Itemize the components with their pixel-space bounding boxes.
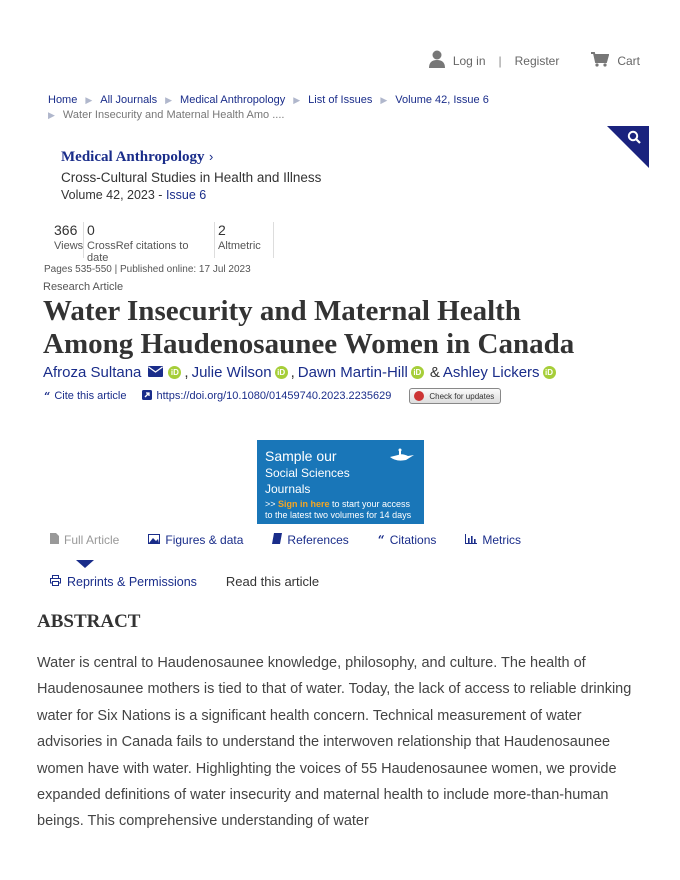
breadcrumb-all-journals[interactable]: All Journals xyxy=(100,94,158,106)
check-for-updates-label: Check for updates xyxy=(429,391,495,401)
separator: | xyxy=(498,53,502,68)
arrow-right-icon: ▶ xyxy=(85,95,93,105)
tab-figures[interactable] xyxy=(148,533,243,547)
tab-full-article[interactable] xyxy=(50,533,119,547)
tab-metrics[interactable] xyxy=(465,533,521,547)
bar-chart-icon xyxy=(465,533,477,547)
article-tabs xyxy=(50,533,550,547)
metric-number: 366 xyxy=(54,222,78,238)
cart-label: Cart xyxy=(617,53,640,68)
article-type: Research Article xyxy=(43,281,124,293)
arrow-right-icon: ▶ xyxy=(48,110,55,120)
doi-link[interactable]: https://doi.org/10.1080/01459740.2023.2235629 xyxy=(156,390,392,402)
breadcrumb-list-of-issues[interactable]: List of Issues xyxy=(308,94,373,106)
orcid-icon[interactable]: iD xyxy=(411,366,424,379)
volume-text: Volume 42, 2023 - xyxy=(61,188,166,202)
metric-altmetric[interactable] xyxy=(218,222,274,258)
breadcrumb-home[interactable]: Home xyxy=(48,94,78,106)
abstract-text: Water is central to Haudenosaunee knowledge, philosophy, and culture. The health of Haudenosaunee mothers is tied to that of water. Today, the lack of access to reliable drinking water for Six Nations is a significant health concern. Technical measurement of water advisories in Canada fails to understand the interwoven relationship that Haudenosaunee women have with water. Highlighting the voices of 55 Haudenosaunee women, we provide expanded definitions of water insecurity and maternal health to include more-than-human beings. This comprehensive understanding of water xyxy=(37,655,632,830)
author-link[interactable]: Dawn Martin-Hill xyxy=(297,364,408,381)
comma: , xyxy=(290,364,295,381)
breadcrumb-current: Water Insecurity and Maternal Health Amo .... xyxy=(62,109,285,121)
banner-text: to start your access xyxy=(329,499,411,509)
issue-link[interactable]: Issue 6 xyxy=(165,188,207,202)
arrow-right-icon: ▶ xyxy=(165,95,173,105)
book-icon xyxy=(272,533,282,547)
tab-label: Citations xyxy=(389,533,437,547)
metric-number: 2 xyxy=(218,222,226,238)
orcid-icon[interactable]: iD xyxy=(275,366,288,379)
image-icon xyxy=(148,533,160,547)
cite-doi-line xyxy=(44,388,501,404)
read-this-article[interactable]: Read this article xyxy=(225,574,320,589)
crossmark-icon xyxy=(414,391,424,401)
article-actions xyxy=(50,574,319,589)
tab-citations[interactable] xyxy=(378,533,437,547)
arrow-right-icon: ▶ xyxy=(293,95,301,105)
metric-views xyxy=(54,222,84,258)
quote-icon: “ xyxy=(377,533,385,547)
breadcrumb-issue[interactable]: Volume 42, Issue 6 xyxy=(395,94,489,106)
author-link[interactable]: Ashley Lickers xyxy=(442,364,540,381)
breadcrumb-journal[interactable]: Medical Anthropology xyxy=(180,94,286,106)
orcid-icon[interactable]: iD xyxy=(543,366,556,379)
banner-text: to the latest two volumes for 14 days xyxy=(265,510,412,520)
search-toggle[interactable] xyxy=(607,126,649,168)
journal-subtitle: Cross-Cultural Studies in Health and Illness xyxy=(61,170,322,185)
author-list xyxy=(43,364,559,381)
title-line: Water Insecurity and Maternal Health xyxy=(43,295,521,327)
reprints-label: Reprints & Permissions xyxy=(67,574,197,589)
comma: , xyxy=(184,364,189,381)
sign-in-link[interactable]: Sign in here xyxy=(278,499,330,509)
breadcrumb xyxy=(48,93,638,123)
metric-label: CrossRef citations to date xyxy=(87,240,189,264)
banner-prefix: >> xyxy=(265,499,279,509)
metric-label: Views xyxy=(54,240,84,252)
tab-label: Metrics xyxy=(482,533,522,547)
metric-label: Altmetric xyxy=(218,240,261,252)
orcid-icon[interactable]: iD xyxy=(168,366,181,379)
document-icon xyxy=(50,533,59,547)
lamp-logo-icon xyxy=(388,448,416,469)
journal-title: Medical Anthropology xyxy=(61,149,205,165)
metric-number: 0 xyxy=(87,222,95,238)
quote-icon: “ xyxy=(44,389,51,403)
chevron-right-icon: › xyxy=(208,149,214,164)
journal-volume xyxy=(61,188,321,202)
login-link[interactable]: Log in xyxy=(452,53,486,68)
cart-icon xyxy=(591,52,609,70)
sample-journals-banner[interactable] xyxy=(257,440,424,524)
check-for-updates-button[interactable] xyxy=(409,388,501,404)
register-link[interactable]: Register xyxy=(514,53,560,68)
user-bar xyxy=(429,50,640,71)
external-link-icon xyxy=(142,390,152,403)
tab-label: References xyxy=(287,533,349,547)
banner-line: Sample our xyxy=(265,448,337,464)
tab-label: Figures & data xyxy=(165,533,244,547)
arrow-right-icon: ▶ xyxy=(380,95,388,105)
journal-title-link[interactable] xyxy=(61,148,321,166)
ampersand: & xyxy=(429,364,440,381)
article-title xyxy=(43,295,643,361)
abstract-heading: ABSTRACT xyxy=(37,611,141,632)
user-icon xyxy=(429,50,445,71)
pages-published: Pages 535-550 | Published online: 17 Jul 2023 xyxy=(44,264,251,275)
author-link[interactable]: Afroza Sultana xyxy=(43,364,142,381)
author-link[interactable]: Julie Wilson xyxy=(191,364,272,381)
cart-button[interactable] xyxy=(591,52,640,70)
envelope-icon[interactable] xyxy=(148,364,163,381)
banner-line: Journals xyxy=(265,482,311,496)
metric-crossref xyxy=(87,222,215,264)
cite-this-article-link[interactable]: Cite this article xyxy=(54,390,127,402)
banner-line: Social Sciences xyxy=(265,466,350,480)
active-tab-pointer xyxy=(76,560,94,568)
tab-label: Full Article xyxy=(64,533,120,547)
title-line: Among Haudenosaunee Women in Canada xyxy=(43,328,575,360)
print-icon xyxy=(50,575,61,589)
reprints-permissions-link[interactable] xyxy=(50,575,197,589)
banner-cta xyxy=(265,499,416,521)
article-metrics xyxy=(54,222,277,264)
journal-header xyxy=(61,148,321,202)
tab-references[interactable] xyxy=(272,533,348,547)
